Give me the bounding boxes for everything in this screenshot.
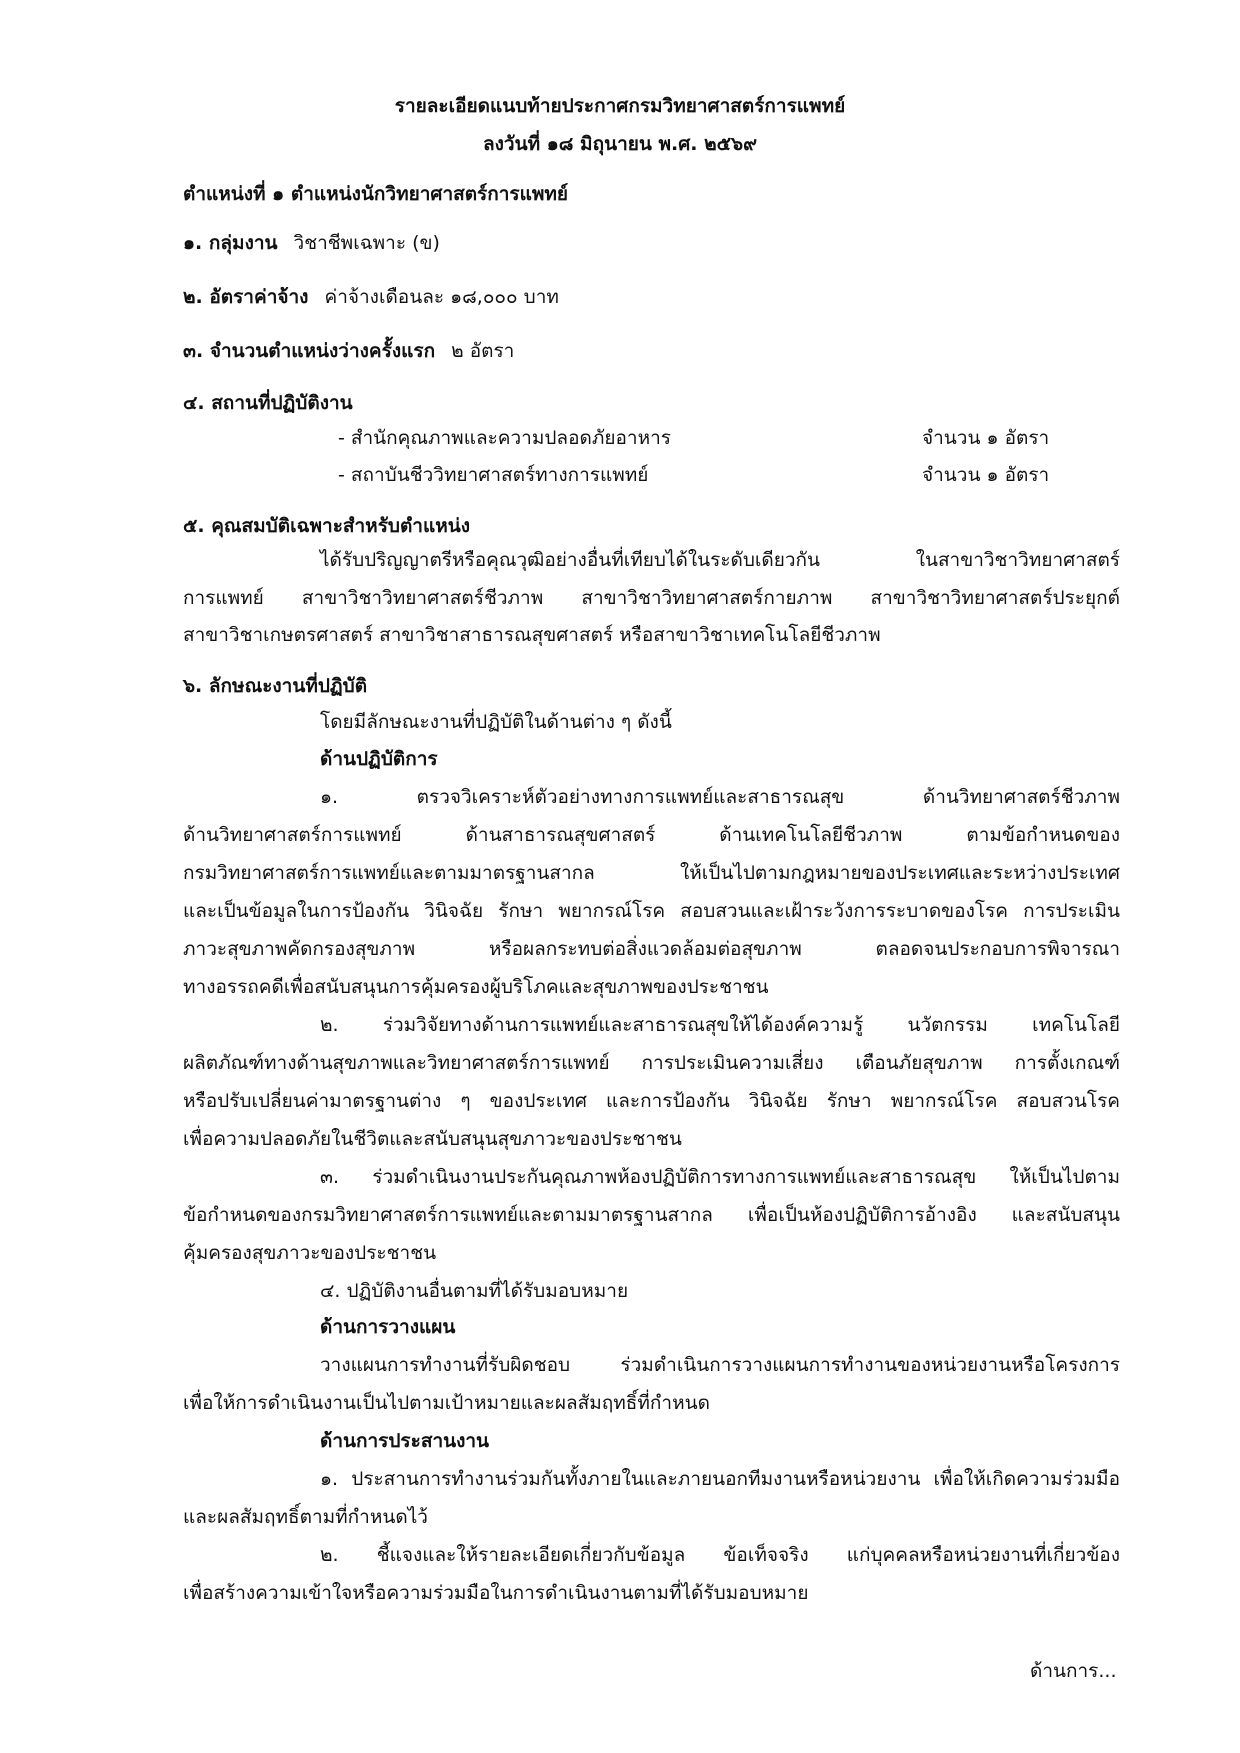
position-title: ตำแหน่งที่ ๑ ตำแหน่งนักวิทยาศาสตร์การแพทย์ xyxy=(183,183,569,205)
item-wage-value: ค่าจ้างเดือนละ ๑๘,๐๐๐ บาท xyxy=(324,286,559,308)
operation-line: ๑. ตรวจวิเคราะห์ตัวอย่างทางการแพทย์และสาธารณสุข ด้านวิทยาศาสตร์ชีวภาพ xyxy=(320,786,1120,808)
item-group-label: ๑. กลุ่มงาน xyxy=(183,232,278,254)
item-duty-label: ๖. ลักษณะงานที่ปฏิบัติ xyxy=(183,675,368,697)
item-wage xyxy=(183,283,559,311)
planning-line: วางแผนการทำงานที่รับผิดชอบ ร่วมดำเนินการวางแผนการทำงานของหน่วยงานหรือโครงการ xyxy=(320,1354,1120,1376)
item-workplace-label: ๔. สถานที่ปฏิบัติงาน xyxy=(183,392,353,414)
operation-line: กรมวิทยาศาสตร์การแพทย์และตามมาตรฐานสากล ให้เป็นไปตามกฎหมายของประเทศและระหว่างประเทศ xyxy=(183,862,1120,884)
header-date: ลงวันที่ ๑๘ มิถุนายน พ.ศ. ๒๕๖๙ xyxy=(483,133,757,155)
section-operation-title: ด้านปฏิบัติการ xyxy=(320,748,438,770)
qualification-line: ได้รับปริญญาตรีหรือคุณวุฒิอย่างอื่นที่เทียบได้ในระดับเดียวกัน ในสาขาวิชาวิทยาศาสตร์ xyxy=(320,549,1120,571)
operation-line: ๔. ปฏิบัติงานอื่นตามที่ได้รับมอบหมาย xyxy=(320,1280,629,1302)
continued-marker: ด้านการ... xyxy=(1030,1660,1117,1682)
item-vacancy xyxy=(183,337,514,365)
operation-line: ๓. ร่วมดำเนินงานประกันคุณภาพห้องปฏิบัติการทางการแพทย์และสาธารณสุข ให้เป็นไปตาม xyxy=(320,1166,1120,1188)
item-vacancy-value: ๒ อัตรา xyxy=(451,340,515,362)
workplace-count: จำนวน ๑ อัตรา xyxy=(922,464,1050,486)
item-qualification-label: ๕. คุณสมบัติเฉพาะสำหรับตำแหน่ง xyxy=(183,515,471,537)
section-coordination-title: ด้านการประสานงาน xyxy=(320,1430,490,1452)
operation-line: ภาวะสุขภาพคัดกรองสุขภาพ หรือผลกระทบต่อสิ่งแวดล้อมต่อสุขภาพ ตลอดจนประกอบการพิจารณา xyxy=(183,938,1120,960)
duty-intro: โดยมีลักษณะงานที่ปฏิบัติในด้านต่าง ๆ ดังนี้ xyxy=(320,711,672,733)
operation-line: ด้านวิทยาศาสตร์การแพทย์ ด้านสาธารณสุขศาสตร์ ด้านเทคโนโลยีชีวภาพ ตามข้อกำหนดของ xyxy=(183,824,1120,846)
planning-line: เพื่อให้การดำเนินงานเป็นไปตามเป้าหมายและผลสัมฤทธิ์ที่กำหนด xyxy=(183,1392,710,1414)
operation-line: หรือปรับเปลี่ยนค่ามาตรฐานต่าง ๆ ของประเทศ และการป้องกัน วินิจฉัย รักษา พยากรณ์โรค สอบสวนโรค xyxy=(183,1090,1120,1112)
workplace-name: - สถาบันชีววิทยาศาสตร์ทางการแพทย์ xyxy=(338,464,649,486)
operation-line: เพื่อความปลอดภัยในชีวิตและสนับสนุนสุขภาวะของประชาชน xyxy=(183,1128,682,1150)
operation-line: และเป็นข้อมูลในการป้องกัน วินิจฉัย รักษา พยากรณ์โรค สอบสวนและเฝ้าระวังการระบาดของโรค การประเมิน xyxy=(183,900,1120,922)
operation-line: ผลิตภัณฑ์ทางด้านสุขภาพและวิทยาศาสตร์การแพทย์ การประเมินความเสี่ยง เตือนภัยสุขภาพ การตั้งเกณฑ์ xyxy=(183,1052,1120,1074)
operation-line: ทางอรรถคดีเพื่อสนับสนุนการคุ้มครองผู้บริโภคและสุขภาพของประชาชน xyxy=(183,976,769,998)
operation-line: คุ้มครองสุขภาวะของประชาชน xyxy=(183,1242,437,1264)
qualification-line: การแพทย์ สาขาวิชาวิทยาศาสตร์ชีวภาพ สาขาวิชาวิทยาศาสตร์กายภาพ สาขาวิชาวิทยาศาสตร์ประยุกต์ xyxy=(183,587,1120,609)
qualification-line: สาขาวิชาเกษตรศาสตร์ สาขาวิชาสาธารณสุขศาสตร์ หรือสาขาวิชาเทคโนโลยีชีวภาพ xyxy=(183,624,881,646)
item-vacancy-label: ๓. จำนวนตำแหน่งว่างครั้งแรก xyxy=(183,340,436,362)
coordination-line: ๑. ประสานการทำงานร่วมกันทั้งภายในและภายนอกทีมงานหรือหน่วยงาน เพื่อให้เกิดความร่วมมือ xyxy=(320,1468,1120,1490)
operation-line: ๒. ร่วมวิจัยทางด้านการแพทย์และสาธารณสุขให้ได้องค์ความรู้ นวัตกรรม เทคโนโลยี xyxy=(320,1014,1120,1036)
coordination-line: และผลสัมฤทธิ์ตามที่กำหนดไว้ xyxy=(183,1506,428,1528)
coordination-line: ๒. ชี้แจงและให้รายละเอียดเกี่ยวกับข้อมูล ข้อเท็จจริง แก่บุคคลหรือหน่วยงานที่เกี่ยวข้อง xyxy=(320,1544,1120,1566)
section-planning-title: ด้านการวางแผน xyxy=(320,1316,456,1338)
operation-line: ข้อกำหนดของกรมวิทยาศาสตร์การแพทย์และตามมาตรฐานสากล เพื่อเป็นห้องปฏิบัติการอ้างอิง และสนับสนุน xyxy=(183,1204,1120,1226)
workplace-count: จำนวน ๑ อัตรา xyxy=(922,427,1050,449)
item-group xyxy=(183,229,440,257)
item-wage-label: ๒. อัตราค่าจ้าง xyxy=(183,286,309,308)
item-group-value: วิชาชีพเฉพาะ (ข) xyxy=(293,232,440,254)
coordination-line: เพื่อสร้างความเข้าใจหรือความร่วมมือในการดำเนินงานตามที่ได้รับมอบหมาย xyxy=(183,1582,809,1604)
workplace-name: - สำนักคุณภาพและความปลอดภัยอาหาร xyxy=(338,427,671,449)
header-title: รายละเอียดแนบท้ายประกาศกรมวิทยาศาสตร์การแพทย์ xyxy=(394,95,846,117)
